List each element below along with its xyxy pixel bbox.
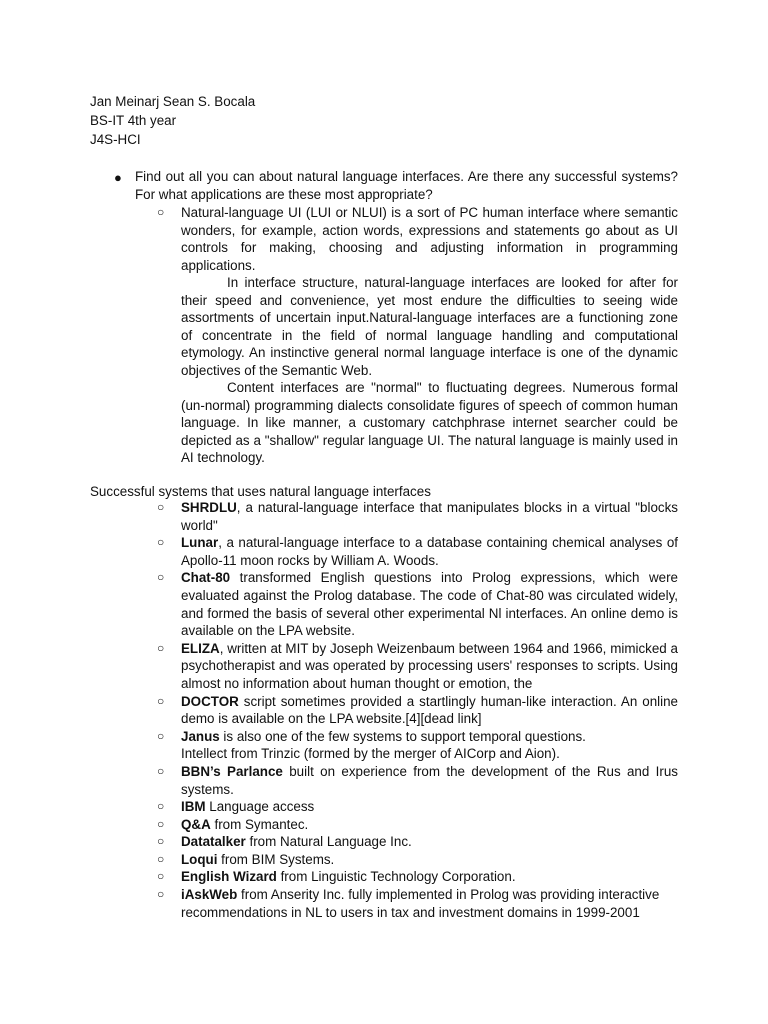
answer-paragraph: Content interfaces are "normal" to fluctuating degrees. Numerous formal (un-normal) programming dialects consolidate figures of speech of common human language. In like manner, a customary catchphrase internet searcher could be depicted as a "shallow" regular language UI. The natural language is mainly used in AI technology. (181, 380, 678, 465)
list-bullet: ○ (157, 816, 165, 831)
system-name: Janus (181, 728, 220, 744)
system-description: from Linguistic Technology Corporation. (276, 869, 516, 885)
system-name: Q&A (181, 816, 211, 832)
list-item (157, 693, 678, 728)
list-bullet: ○ (157, 500, 165, 514)
system-name: IBM (181, 799, 206, 815)
list-item (157, 534, 678, 569)
author-name: Jan Meinarj Sean S. Bocala (90, 94, 256, 109)
list-item (157, 763, 678, 798)
system-name: Lunar (181, 535, 219, 551)
list-bullet: ○ (157, 763, 165, 778)
list-item (157, 499, 678, 534)
system-name: DOCTOR (181, 693, 239, 709)
list-bullet: ○ (157, 570, 165, 585)
list-bullet: ○ (157, 834, 165, 849)
list-bullet: ○ (157, 535, 165, 550)
answer-block (181, 204, 678, 467)
question-bullet: ● (114, 170, 122, 185)
system-description: from Natural Language Inc. (245, 834, 412, 850)
system-name: BBN’s Parlance (181, 763, 283, 779)
system-description: , written at MIT by Joseph Weizenbaum between 1964 and 1966, mimicked a psychotherapist and was operated by processing users' responses to scripts. Using almost no information about human thought or emotion, the (181, 640, 678, 691)
list-bullet: ○ (157, 869, 165, 884)
system-name: SHRDLU (181, 500, 237, 515)
system-description: , a natural-language interface to a database containing chemical analyses of Apollo-11 moon rocks by William A. Woods. (181, 535, 678, 568)
system-description: built on experience from the development of the Rus and Irus systems. (181, 763, 679, 797)
system-description: from Symantec. (210, 816, 309, 832)
list-item (157, 816, 678, 834)
system-description: from Anserity Inc. fully implemented in Prolog was providing interactive recommendations in NL to users in tax and investment domains in 1999-2001 (181, 887, 660, 920)
system-description: Language access (205, 799, 315, 815)
system-description: script sometimes provided a startlingly human-like interaction. An online demo is available on the LPA website.[4][dead link] (181, 693, 678, 727)
system-name: ELIZA (181, 640, 220, 656)
system-name: Chat-80 (181, 570, 231, 586)
systems-list (157, 499, 678, 921)
list-item (157, 833, 678, 851)
answer-paragraph: Natural-language UI (LUI or NLUI) is a sort of PC human interface where semantic wonders, for example, action words, expressions and statements go about as UI controls for making, choosing and adjusting information in programming applications. (181, 205, 678, 273)
list-item (157, 798, 678, 816)
list-bullet: ○ (157, 851, 165, 866)
author-course: BS-IT 4th year (90, 113, 177, 128)
list-bullet: ○ (157, 887, 165, 902)
list-bullet: ○ (157, 728, 165, 743)
list-item (157, 728, 678, 763)
system-description: from BIM Systems. (217, 851, 335, 867)
system-description: , a natural-language interface that manipulates blocks in a virtual "blocks world" (181, 500, 678, 533)
list-bullet: ○ (157, 640, 165, 655)
system-name: English Wizard (181, 869, 277, 885)
list-bullet: ○ (157, 799, 165, 814)
system-extra-note: Intellect from Trinzic (formed by the merger of AICorp and Aion). (181, 746, 560, 762)
answer-paragraph: In interface structure, natural-language interfaces are looked for after for their speed and convenience, yet most endure the difficulties to seeing wide assortments of uncertain input.Natural-language interfaces are a functioning zone of concentrate in the field of normal language handling and computational etymology. An instinctive general normal language interface is one of the dynamic objectives of the Semantic Web. (181, 275, 678, 378)
list-item (157, 886, 678, 921)
system-description: transformed English questions into Prolog expressions, which were evaluated against the Prolog database. The code of Chat-80 was circulated widely, and formed the basis of several other experimental Nl interfaces. An online demo is available on the LPA website. (181, 570, 678, 639)
systems-heading: Successful systems that uses natural language interfaces (90, 484, 431, 499)
answer-bullet: ○ (157, 205, 165, 219)
author-section: J4S-HCI (90, 132, 141, 147)
system-name: Datatalker (181, 834, 246, 850)
system-description: is also one of the few systems to support temporal questions. (219, 728, 586, 744)
list-item (157, 569, 678, 639)
system-name: iAskWeb (181, 887, 238, 903)
list-bullet: ○ (157, 693, 165, 708)
list-item (157, 868, 678, 886)
system-name: Loqui (181, 851, 218, 867)
list-item (157, 640, 678, 693)
question-text: Find out all you can about natural language interfaces. Are there any successful systems? For what applications are these most appropriate? (135, 169, 678, 202)
list-item (157, 851, 678, 869)
